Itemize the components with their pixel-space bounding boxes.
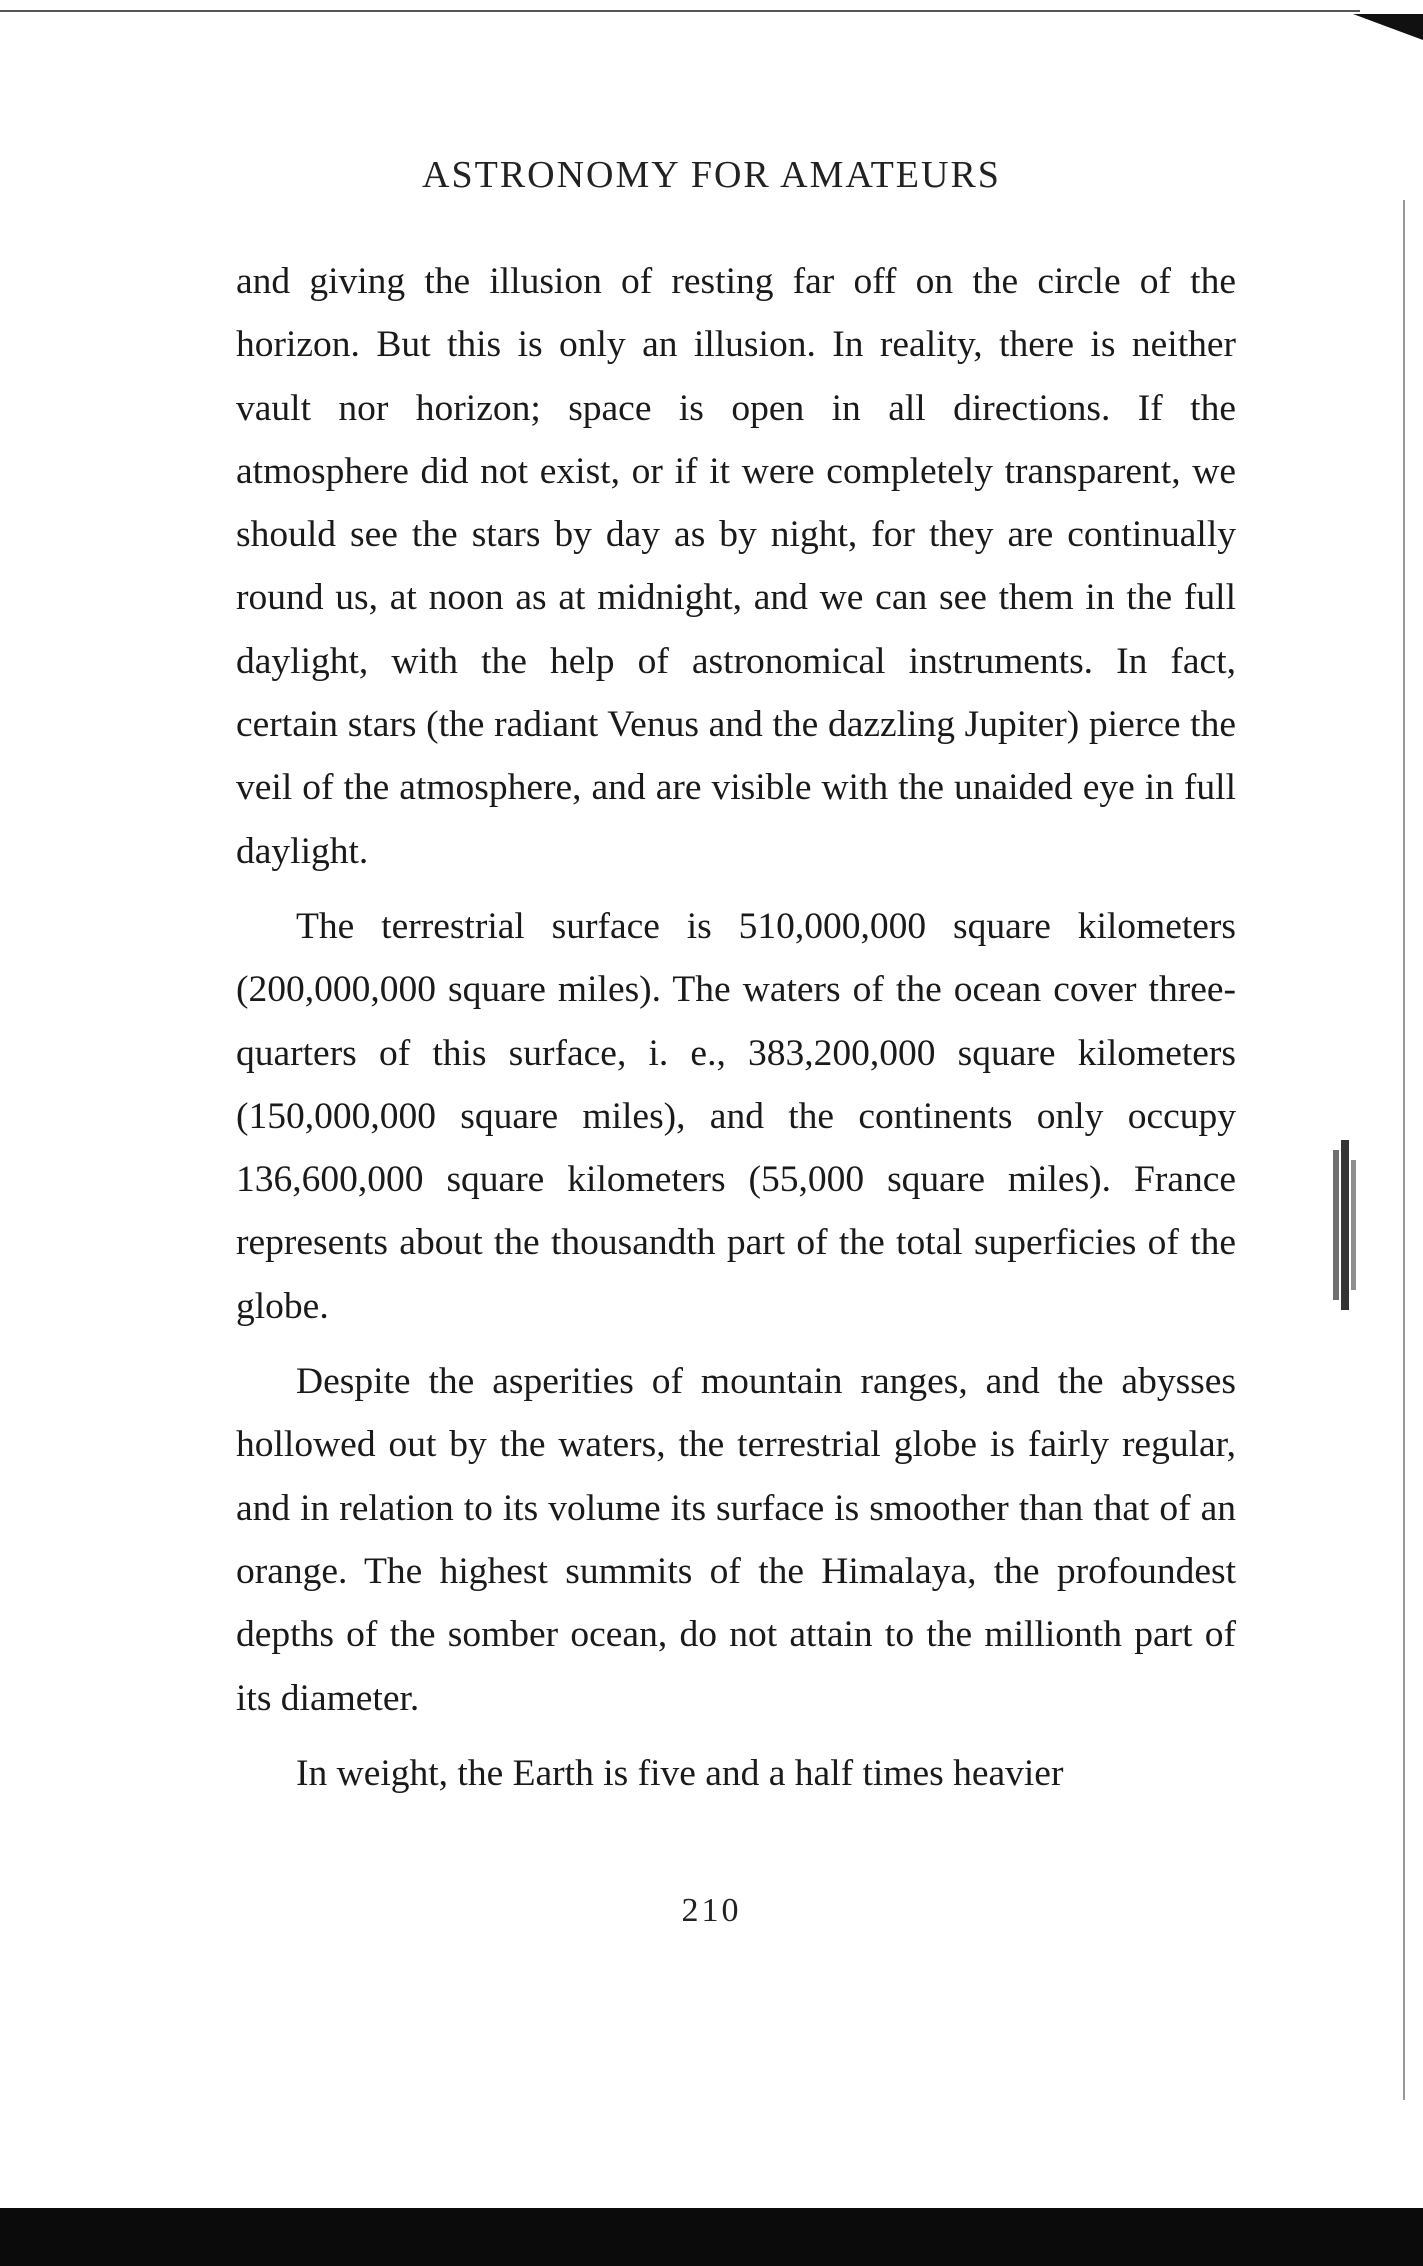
bottom-scan-band [0,2208,1423,2266]
page-number: 210 [681,1892,742,1929]
paragraph: In weight, the Earth is five and a half times heavier [296,1752,1064,1794]
body-text [236,250,1236,1805]
page-right-edge [1403,200,1405,2100]
paragraph: The terrestrial surface is 510,000,000 square kilometers (200,000,000 square miles). The waters of the ocean cover three-quarters of this surface, i. e., 383,200,000 square kilometers (150,000,000 square miles), and the continents only occupy 136,600,000 square kilometers (55,000 square miles). France represents about the thousandth part of the total superficies of the globe. [236,905,1236,1327]
binding-smudge-icon [1325,1140,1367,1310]
top-edge-rule [0,10,1360,12]
page-corner-fold-icon [1353,0,1423,40]
paragraph: Despite the asperities of mountain ranges, and the abysses hollowed out by the waters, the terrestrial globe is fairly regular, and in relation to its volume its surface is smoother than that of an orange. The highest summits of the Himalaya, the profoundest depths of the somber ocean, do not attain to the millionth part of its diameter. [236,1361,1236,1719]
paragraph-continued: and giving the illusion of resting far off on the circle of the horizon. But this is only an illusion. In reality, there is neither vault nor horizon; space is open in all directions. If the atmosphere did not exist, or if it were completely transparent, we should see the stars by day as by night, for they are continually round us, at noon as at midnight, and we can see them in the full daylight, with the help of astronomical instruments. In fact, certain stars (the radiant Venus and the dazzling Jupiter) pierce the veil of the atmosphere, and are visible with the unaided eye in full daylight. [236,261,1236,872]
running-head: ASTRONOMY FOR AMATEURS [422,154,1001,196]
